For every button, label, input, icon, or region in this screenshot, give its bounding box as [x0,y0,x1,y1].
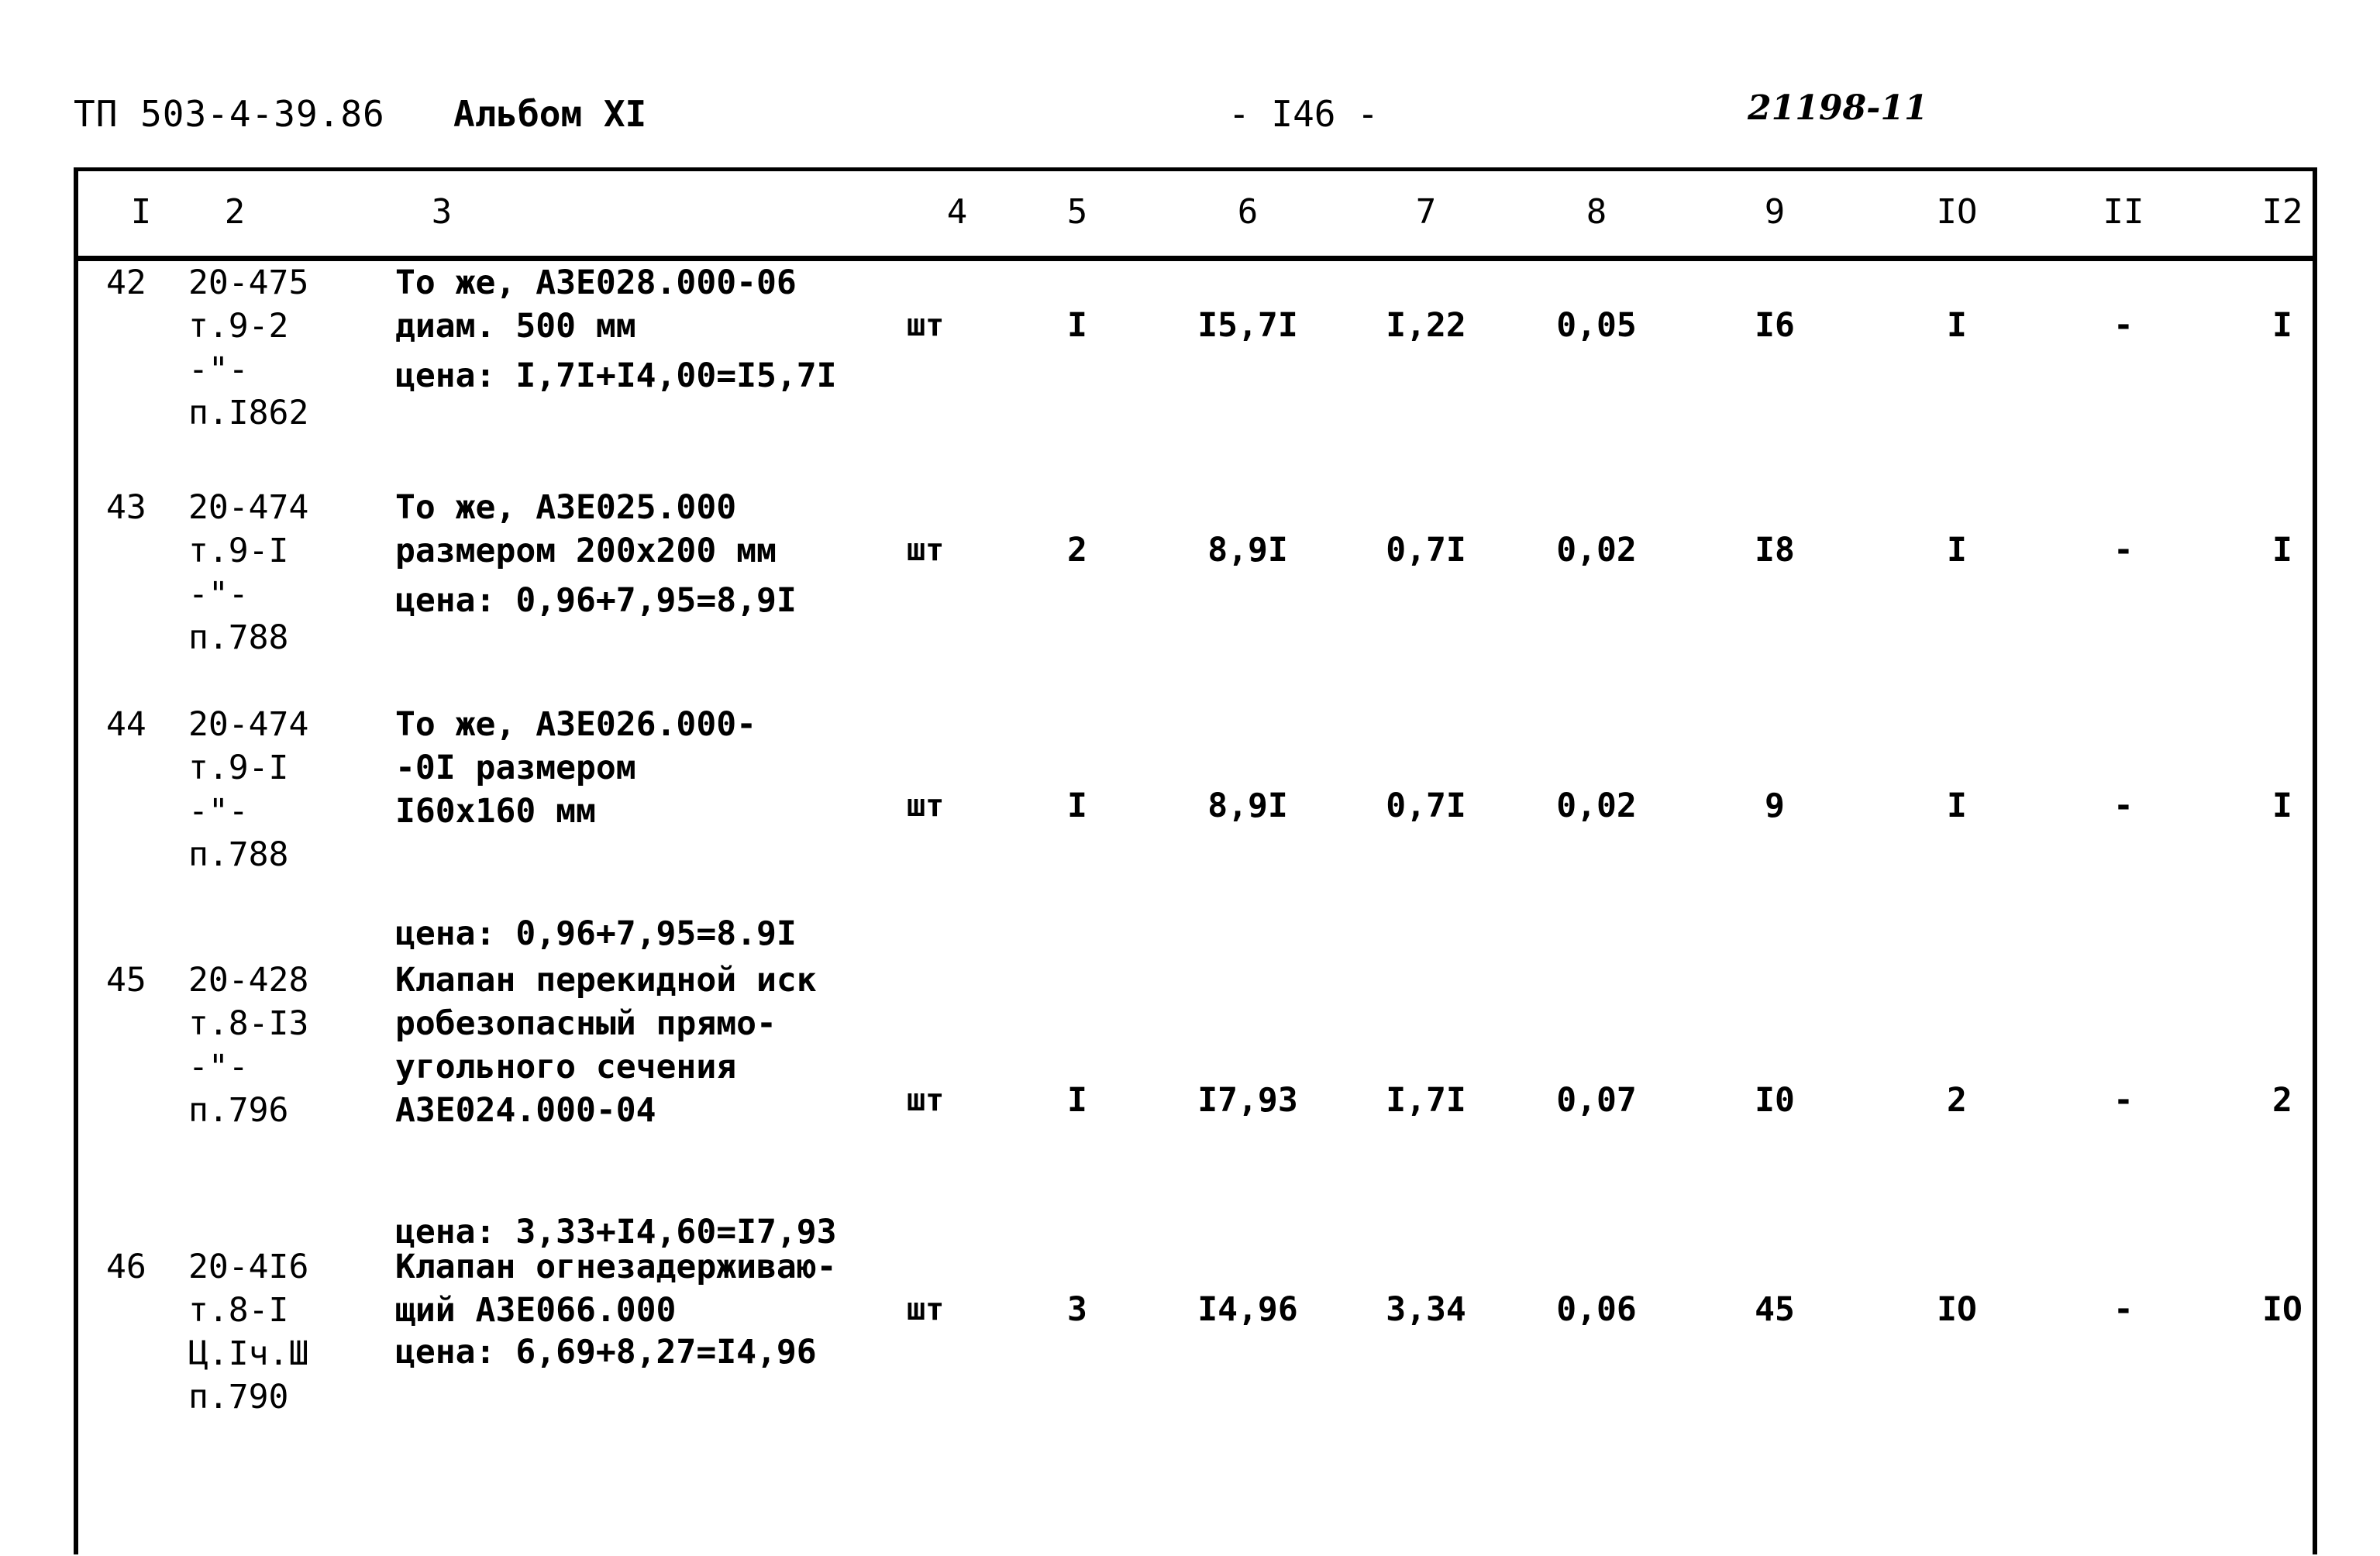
row-code-line: т.9-I [188,749,289,787]
row-description-line: Клапан перекидной иск [395,961,817,1000]
row-col8-value: 0,05 [1556,306,1637,345]
row-description-line: робезопасный прямо- [395,1004,777,1043]
row-col6-value: I7,93 [1197,1081,1298,1120]
row-price-line: цена: 6,69+8,27=I4,96 [395,1333,817,1372]
row-description-line: -0I размером [395,749,636,787]
row-col8-value: 0,06 [1556,1290,1637,1329]
row-col12-value: 2 [2272,1081,2292,1120]
page-number: - I46 - [1228,93,1379,135]
row-unit: шт [907,1292,945,1327]
row-number: 42 [106,263,146,302]
row-code-line: 20-475 [188,263,309,302]
row-number: 45 [106,961,146,1000]
row-description-line: I60х160 мм [395,792,596,831]
row-col6-value: 8,9I [1207,787,1288,825]
row-unit: шт [907,788,945,824]
row-description-line: диам. 500 мм [395,307,636,346]
row-quantity: I [1067,1081,1087,1120]
row-code-line: т.9-I [188,532,289,570]
row-code-line: п.I862 [188,394,309,432]
column-number-11: II [2103,192,2144,232]
row-description-line: То же, АЗЕ025.000 [395,488,737,527]
row-col12-value: IO [2262,1290,2303,1329]
row-unit: шт [907,532,945,568]
row-col9-value: I8 [1755,531,1795,570]
column-number-3: 3 [431,192,453,232]
row-description-line: размером 200х200 мм [395,532,777,570]
column-number-9: 9 [1764,192,1786,232]
column-number-5: 5 [1066,192,1088,232]
row-col12-value: I [2272,306,2292,345]
row-code-line: т.9-2 [188,307,289,346]
row-price-line: цена: 3,33+I4,60=I7,93 [395,1213,837,1251]
row-col6-value: 8,9I [1207,531,1288,570]
row-col10-value: 2 [1947,1081,1967,1120]
row-col8-value: 0,02 [1556,787,1637,825]
column-number-12: I2 [2261,192,2303,232]
row-col7-value: I,22 [1386,306,1466,345]
row-code-line: п.788 [188,835,289,874]
row-col10-value: I [1947,531,1967,570]
column-number-10: IO [1936,192,1978,232]
row-code-line: 20-474 [188,488,309,527]
row-code-line: 20-4I6 [188,1248,309,1286]
row-code-line: п.796 [188,1091,289,1130]
row-quantity: 2 [1067,531,1087,570]
row-code-line: -"- [188,792,249,831]
table-header-rule [74,256,2317,261]
column-number-4: 4 [946,192,968,232]
row-code-line: т.8-I3 [188,1004,309,1043]
row-col6-value: I4,96 [1197,1290,1298,1329]
row-quantity: I [1067,787,1087,825]
row-col7-value: 0,7I [1386,787,1466,825]
column-number-7: 7 [1415,192,1437,232]
reference-number: 21198-11 [1748,88,1928,128]
row-col8-value: 0,02 [1556,531,1637,570]
table-top-rule [74,167,2317,171]
row-code-line: -"- [188,575,249,614]
row-col10-value: IO [1937,1290,1977,1329]
row-code-line: -"- [188,1048,249,1086]
row-col7-value: 0,7I [1386,531,1466,570]
row-col10-value: I [1947,306,1967,345]
row-col6-value: I5,7I [1197,306,1298,345]
row-unit: шт [907,1083,945,1118]
row-description-line: То же, АЗЕ028.000-06 [395,263,797,302]
row-code-line: п.790 [188,1378,289,1417]
row-code-line: 20-428 [188,961,309,1000]
row-unit: шт [907,308,945,343]
row-price-line: цена: 0,96+7,95=8.9I [395,914,797,953]
row-col9-value: 45 [1755,1290,1795,1329]
row-code-line: 20-474 [188,705,309,744]
row-col8-value: 0,07 [1556,1081,1637,1120]
row-col9-value: I6 [1755,306,1795,345]
row-number: 44 [106,705,146,744]
row-col11-value: - [2113,306,2134,345]
row-col11-value: - [2113,1081,2134,1120]
row-col12-value: I [2272,531,2292,570]
row-col7-value: 3,34 [1386,1290,1466,1329]
column-number-1: I [130,192,152,232]
row-col11-value: - [2113,1290,2134,1329]
page-header [74,88,2313,147]
column-number-6: 6 [1237,192,1259,232]
row-quantity: I [1067,306,1087,345]
row-code-line: п.788 [188,618,289,657]
row-col11-value: - [2113,531,2134,570]
row-code-line: Ц.Iч.Ш [188,1334,309,1373]
row-description-line: Клапан огнезадерживаю- [395,1248,837,1286]
row-description-line: АЗЕ024.000-04 [395,1091,656,1130]
document-code: ТП 503-4-39.86 [74,93,385,135]
row-col9-value: I0 [1755,1081,1795,1120]
album-label: Альбом XI [453,93,647,135]
row-code-line: т.8-I [188,1291,289,1330]
row-col7-value: I,7I [1386,1081,1466,1120]
table-right-border [2313,167,2317,1554]
row-col12-value: I [2272,787,2292,825]
table-left-border [74,167,78,1554]
row-code-line: -"- [188,350,249,389]
column-number-8: 8 [1586,192,1607,232]
row-col11-value: - [2113,787,2134,825]
row-number: 46 [106,1248,146,1286]
row-quantity: 3 [1067,1290,1087,1329]
row-number: 43 [106,488,146,527]
row-price-line: цена: 0,96+7,95=8,9I [395,581,797,620]
row-description-line: угольного сечения [395,1048,737,1086]
column-number-2: 2 [224,192,246,232]
row-description-line: То же, АЗЕ026.000- [395,705,756,744]
row-price-line: цена: I,7I+I4,00=I5,7I [395,356,837,395]
row-description-line: щий АЗЕ066.000 [395,1291,677,1330]
row-col10-value: I [1947,787,1967,825]
row-col9-value: 9 [1765,787,1785,825]
column-number-row [74,192,2317,246]
